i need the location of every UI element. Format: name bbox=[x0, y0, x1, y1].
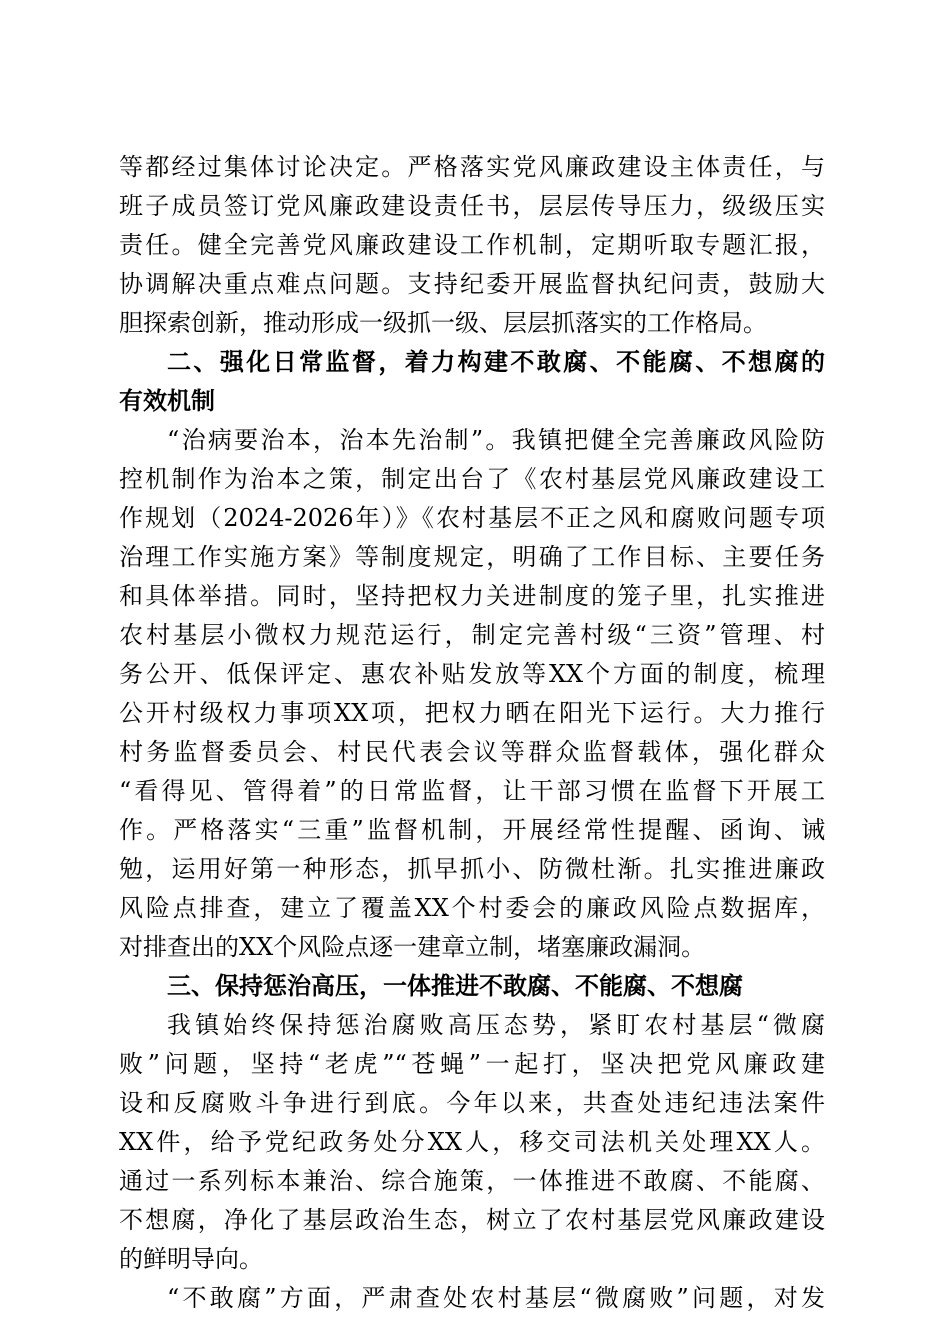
text-line: 作。严格落实“三重”监督机制，开展经常性提醒、函询、诫 bbox=[119, 816, 825, 844]
paragraph-bugan-fu bbox=[119, 1279, 825, 1318]
heading-line: 有效机制 bbox=[119, 387, 215, 415]
paragraph-section-2 bbox=[119, 421, 825, 967]
text-line: XX件，给予党纪政务处分XX人，移交司法机关处理XX人。 bbox=[119, 1128, 825, 1156]
text-line: 的鲜明导向。 bbox=[119, 1245, 263, 1273]
text-line: 等都经过集体讨论决定。严格落实党风廉政建设主体责任，与 bbox=[119, 153, 825, 181]
text-line: 我镇始终保持惩治腐败高压态势，紧盯农村基层“微腐 bbox=[167, 1011, 825, 1039]
text-line: 风险点排查，建立了覆盖XX个村委会的廉政风险点数据库， bbox=[119, 894, 825, 922]
text-line: 设和反腐败斗争进行到底。今年以来，共查处违纪违法案件 bbox=[119, 1089, 825, 1117]
text-line: “看得见、管得着”的日常监督，让干部习惯在监督下开展工 bbox=[119, 777, 825, 805]
heading-line: 二、强化日常监督，着力构建不敢腐、不能腐、不想腐的 bbox=[167, 348, 825, 376]
document-body bbox=[119, 148, 825, 1318]
text-line: 协调解决重点难点问题。支持纪委开展监督执纪问责，鼓励大 bbox=[119, 270, 825, 298]
text-line: 败”问题，坚持“老虎”“苍蝇”一起打，坚决把党风廉政建 bbox=[119, 1050, 825, 1078]
text-line: “治病要治本，治本先治制”。我镇把健全完善廉政风险防 bbox=[167, 426, 825, 454]
text-line: 不想腐，净化了基层政治生态，树立了农村基层党风廉政建设 bbox=[119, 1206, 825, 1234]
text-line: “不敢腐”方面，严肃查处农村基层“微腐败”问题，对发 bbox=[167, 1284, 825, 1312]
text-line: 班子成员签订党风廉政建设责任书，层层传导压力，级级压实 bbox=[119, 192, 825, 220]
text-line: 村务监督委员会、村民代表会议等群众监督载体，强化群众 bbox=[119, 738, 825, 766]
text-line: 和具体举措。同时，坚持把权力关进制度的笼子里，扎实推进 bbox=[119, 582, 825, 610]
text-line: 治理工作实施方案》等制度规定，明确了工作目标、主要任务 bbox=[119, 543, 825, 571]
text-line: 务公开、低保评定、惠农补贴发放等XX个方面的制度，梳理 bbox=[119, 660, 825, 688]
paragraph-continued bbox=[119, 148, 825, 343]
text-line: 勉，运用好第一种形态，抓早抓小、防微杜渐。扎实推进廉政 bbox=[119, 855, 825, 883]
paragraph-section-3 bbox=[119, 1006, 825, 1279]
text-line: 责任。健全完善党风廉政建设工作机制，定期听取专题汇报， bbox=[119, 231, 825, 259]
text-line: 胆探索创新，推动形成一级抓一级、层层抓落实的工作格局。 bbox=[119, 309, 767, 337]
section-heading-3 bbox=[119, 967, 825, 1006]
text-line: 控机制作为治本之策，制定出台了《农村基层党风廉政建设工 bbox=[119, 465, 825, 493]
text-line: 对排查出的XX个风险点逐一建章立制，堵塞廉政漏洞。 bbox=[119, 933, 706, 961]
text-line: 农村基层小微权力规范运行，制定完善村级“三资”管理、村 bbox=[119, 621, 825, 649]
text-line: 通过一系列标本兼治、综合施策，一体推进不敢腐、不能腐、 bbox=[119, 1167, 825, 1195]
text-line: 公开村级权力事项XX项，把权力晒在阳光下运行。大力推行 bbox=[119, 699, 825, 727]
text-line: 作规划（2024-2026年）》《农村基层不正之风和腐败问题专项 bbox=[119, 504, 825, 532]
section-heading-2 bbox=[119, 343, 825, 421]
heading-line: 三、保持惩治高压，一体推进不敢腐、不能腐、不想腐 bbox=[167, 972, 743, 1000]
